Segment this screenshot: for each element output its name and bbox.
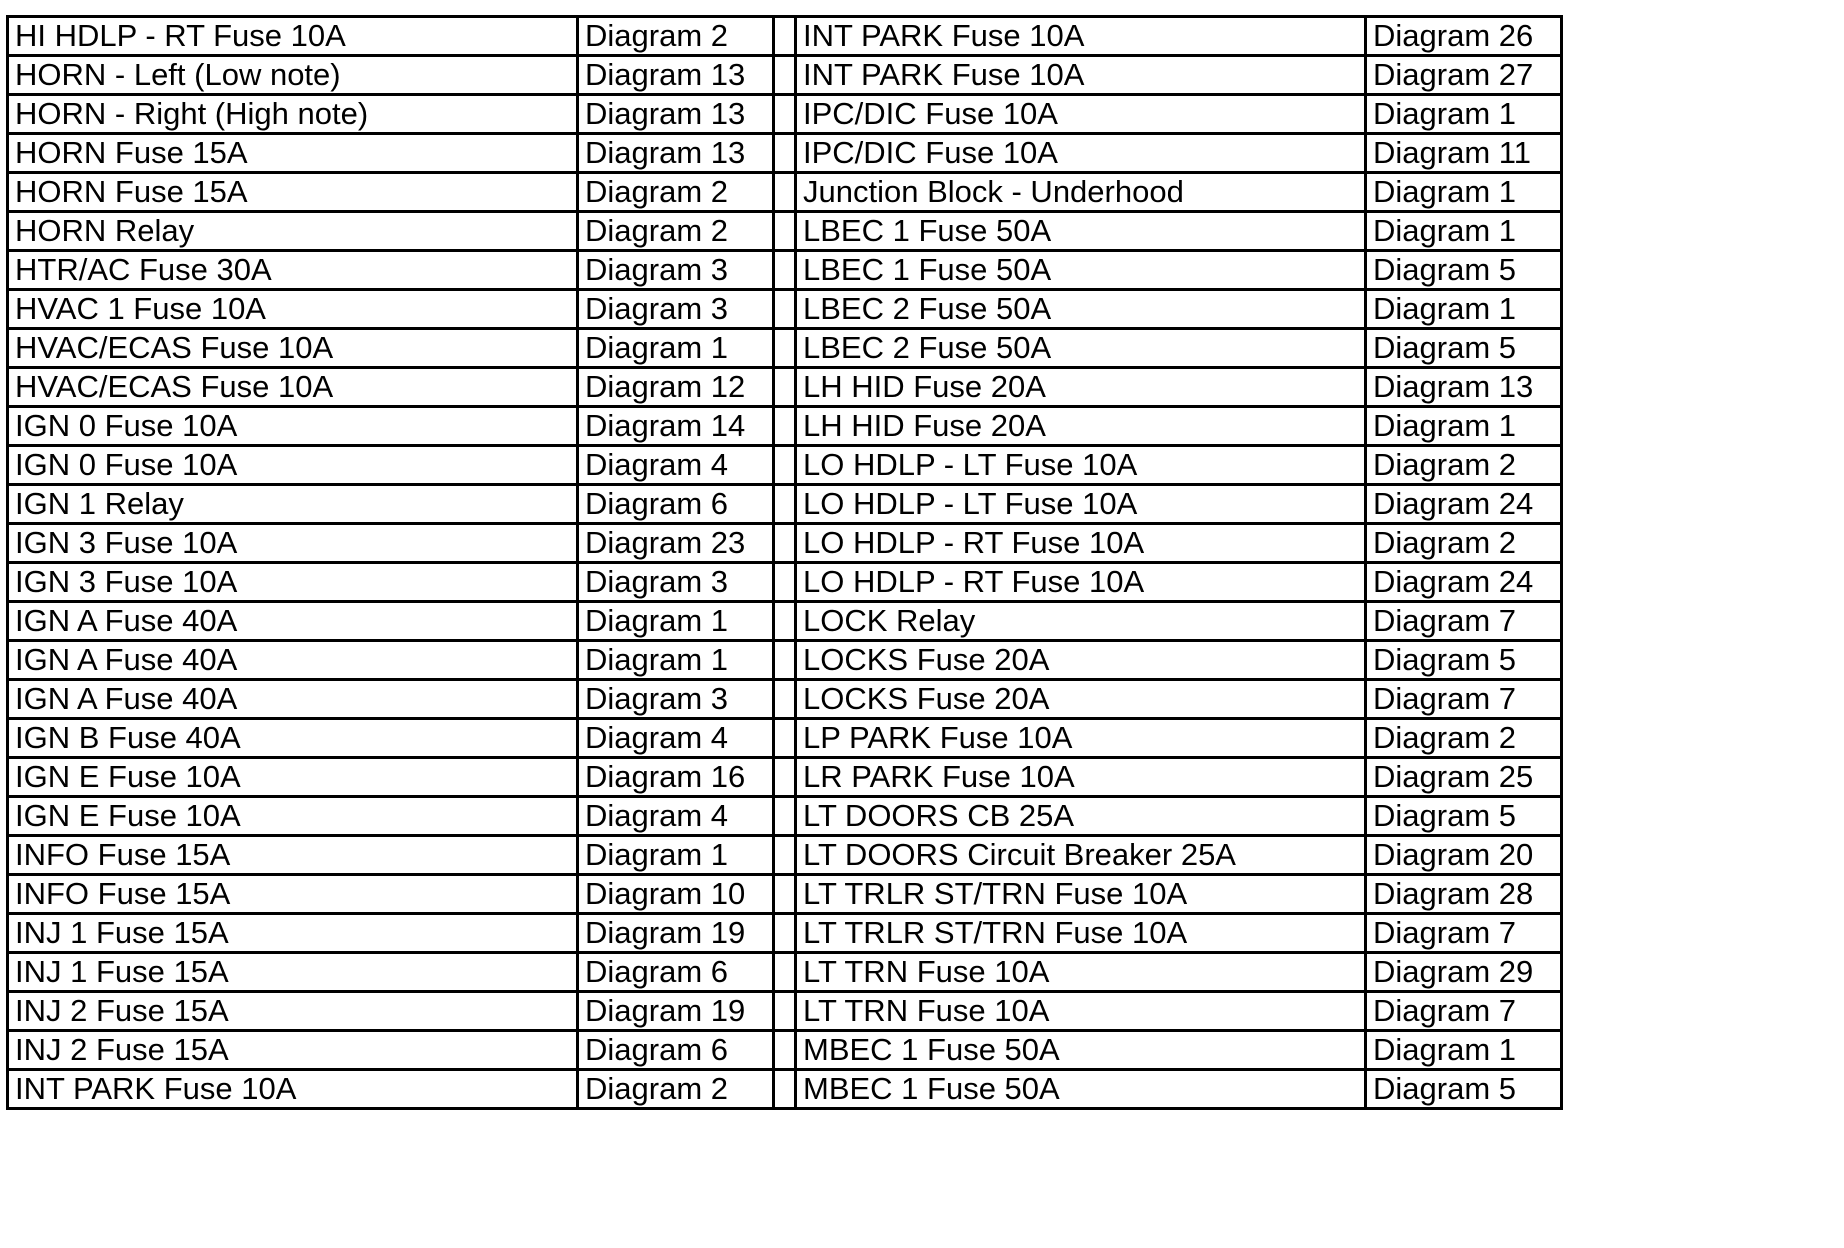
table-row <box>8 836 1562 875</box>
right-diagram-cell: Diagram 1 <box>1366 290 1562 329</box>
table-row <box>8 875 1562 914</box>
right-item-cell: LT TRLR ST/TRN Fuse 10A <box>796 875 1366 914</box>
column-gap <box>774 290 796 329</box>
right-item-cell: LO HDLP - RT Fuse 10A <box>796 524 1366 563</box>
table-row <box>8 173 1562 212</box>
table-row <box>8 56 1562 95</box>
right-item-cell: IPC/DIC Fuse 10A <box>796 95 1366 134</box>
column-gap <box>774 329 796 368</box>
left-diagram-cell: Diagram 3 <box>578 251 774 290</box>
left-item-cell: INJ 1 Fuse 15A <box>8 914 578 953</box>
right-diagram-cell: Diagram 5 <box>1366 329 1562 368</box>
left-item-cell: IGN 1 Relay <box>8 485 578 524</box>
right-diagram-cell: Diagram 24 <box>1366 485 1562 524</box>
left-item-cell: INJ 1 Fuse 15A <box>8 953 578 992</box>
column-gap <box>774 56 796 95</box>
table-row <box>8 368 1562 407</box>
left-item-cell: HORN Fuse 15A <box>8 134 578 173</box>
right-diagram-cell: Diagram 7 <box>1366 914 1562 953</box>
right-item-cell: LBEC 2 Fuse 50A <box>796 290 1366 329</box>
column-gap <box>774 95 796 134</box>
right-diagram-cell: Diagram 1 <box>1366 1031 1562 1070</box>
left-diagram-cell: Diagram 3 <box>578 563 774 602</box>
left-item-cell: IGN A Fuse 40A <box>8 680 578 719</box>
right-item-cell: LOCKS Fuse 20A <box>796 680 1366 719</box>
right-item-cell: LBEC 1 Fuse 50A <box>796 251 1366 290</box>
column-gap <box>774 251 796 290</box>
column-gap <box>774 134 796 173</box>
right-item-cell: INT PARK Fuse 10A <box>796 17 1366 56</box>
right-diagram-cell: Diagram 5 <box>1366 1070 1562 1109</box>
table-row <box>8 641 1562 680</box>
left-item-cell: IGN A Fuse 40A <box>8 641 578 680</box>
right-item-cell: LR PARK Fuse 10A <box>796 758 1366 797</box>
left-diagram-cell: Diagram 2 <box>578 17 774 56</box>
column-gap <box>774 797 796 836</box>
table-row <box>8 485 1562 524</box>
left-diagram-cell: Diagram 6 <box>578 953 774 992</box>
column-gap <box>774 17 796 56</box>
left-diagram-cell: Diagram 23 <box>578 524 774 563</box>
right-diagram-cell: Diagram 5 <box>1366 797 1562 836</box>
table-row <box>8 251 1562 290</box>
left-diagram-cell: Diagram 4 <box>578 446 774 485</box>
left-diagram-cell: Diagram 2 <box>578 173 774 212</box>
left-diagram-cell: Diagram 4 <box>578 797 774 836</box>
column-gap <box>774 836 796 875</box>
right-diagram-cell: Diagram 2 <box>1366 719 1562 758</box>
left-item-cell: IGN 0 Fuse 10A <box>8 446 578 485</box>
table-row <box>8 290 1562 329</box>
left-item-cell: INJ 2 Fuse 15A <box>8 992 578 1031</box>
right-item-cell: LT DOORS Circuit Breaker 25A <box>796 836 1366 875</box>
left-item-cell: IGN B Fuse 40A <box>8 719 578 758</box>
left-item-cell: IGN 0 Fuse 10A <box>8 407 578 446</box>
table-row <box>8 1070 1562 1109</box>
left-diagram-cell: Diagram 1 <box>578 641 774 680</box>
right-item-cell: LT DOORS CB 25A <box>796 797 1366 836</box>
table-row <box>8 329 1562 368</box>
table-row <box>8 563 1562 602</box>
right-diagram-cell: Diagram 7 <box>1366 680 1562 719</box>
column-gap <box>774 407 796 446</box>
index-table-body <box>8 17 1562 1109</box>
right-item-cell: Junction Block - Underhood <box>796 173 1366 212</box>
left-item-cell: INJ 2 Fuse 15A <box>8 1031 578 1070</box>
table-row <box>8 524 1562 563</box>
table-row <box>8 407 1562 446</box>
left-diagram-cell: Diagram 6 <box>578 1031 774 1070</box>
right-item-cell: LBEC 2 Fuse 50A <box>796 329 1366 368</box>
column-gap <box>774 875 796 914</box>
left-item-cell: IGN E Fuse 10A <box>8 758 578 797</box>
left-diagram-cell: Diagram 6 <box>578 485 774 524</box>
table-row <box>8 95 1562 134</box>
column-gap <box>774 173 796 212</box>
table-row <box>8 953 1562 992</box>
left-diagram-cell: Diagram 1 <box>578 602 774 641</box>
right-item-cell: LOCKS Fuse 20A <box>796 641 1366 680</box>
right-item-cell: LH HID Fuse 20A <box>796 407 1366 446</box>
column-gap <box>774 524 796 563</box>
left-diagram-cell: Diagram 12 <box>578 368 774 407</box>
table-row <box>8 212 1562 251</box>
column-gap <box>774 602 796 641</box>
right-item-cell: LO HDLP - LT Fuse 10A <box>796 446 1366 485</box>
column-gap <box>774 1031 796 1070</box>
left-item-cell: HORN - Left (Low note) <box>8 56 578 95</box>
right-diagram-cell: Diagram 26 <box>1366 17 1562 56</box>
right-diagram-cell: Diagram 11 <box>1366 134 1562 173</box>
right-item-cell: LT TRN Fuse 10A <box>796 953 1366 992</box>
column-gap <box>774 758 796 797</box>
table-row <box>8 992 1562 1031</box>
left-diagram-cell: Diagram 4 <box>578 719 774 758</box>
column-gap <box>774 212 796 251</box>
left-item-cell: INFO Fuse 15A <box>8 875 578 914</box>
left-item-cell: HTR/AC Fuse 30A <box>8 251 578 290</box>
left-diagram-cell: Diagram 3 <box>578 290 774 329</box>
right-diagram-cell: Diagram 1 <box>1366 212 1562 251</box>
left-diagram-cell: Diagram 2 <box>578 212 774 251</box>
table-row <box>8 797 1562 836</box>
right-diagram-cell: Diagram 2 <box>1366 524 1562 563</box>
left-diagram-cell: Diagram 1 <box>578 329 774 368</box>
right-diagram-cell: Diagram 5 <box>1366 251 1562 290</box>
fuse-diagram-index-table <box>6 15 1563 1110</box>
column-gap <box>774 641 796 680</box>
right-item-cell: LT TRN Fuse 10A <box>796 992 1366 1031</box>
right-diagram-cell: Diagram 27 <box>1366 56 1562 95</box>
left-item-cell: HORN - Right (High note) <box>8 95 578 134</box>
table-row <box>8 1031 1562 1070</box>
left-item-cell: INFO Fuse 15A <box>8 836 578 875</box>
right-diagram-cell: Diagram 7 <box>1366 992 1562 1031</box>
left-item-cell: IGN A Fuse 40A <box>8 602 578 641</box>
right-item-cell: LO HDLP - LT Fuse 10A <box>796 485 1366 524</box>
left-item-cell: HVAC 1 Fuse 10A <box>8 290 578 329</box>
left-item-cell: HORN Relay <box>8 212 578 251</box>
left-item-cell: HVAC/ECAS Fuse 10A <box>8 368 578 407</box>
right-diagram-cell: Diagram 2 <box>1366 446 1562 485</box>
left-item-cell: IGN 3 Fuse 10A <box>8 563 578 602</box>
left-item-cell: HI HDLP - RT Fuse 10A <box>8 17 578 56</box>
right-item-cell: LOCK Relay <box>796 602 1366 641</box>
left-item-cell: HVAC/ECAS Fuse 10A <box>8 329 578 368</box>
left-item-cell: IGN 3 Fuse 10A <box>8 524 578 563</box>
column-gap <box>774 446 796 485</box>
table-row <box>8 914 1562 953</box>
column-gap <box>774 485 796 524</box>
left-diagram-cell: Diagram 19 <box>578 914 774 953</box>
right-diagram-cell: Diagram 13 <box>1366 368 1562 407</box>
column-gap <box>774 368 796 407</box>
right-diagram-cell: Diagram 29 <box>1366 953 1562 992</box>
right-diagram-cell: Diagram 20 <box>1366 836 1562 875</box>
right-diagram-cell: Diagram 1 <box>1366 173 1562 212</box>
right-item-cell: LT TRLR ST/TRN Fuse 10A <box>796 914 1366 953</box>
right-item-cell: LBEC 1 Fuse 50A <box>796 212 1366 251</box>
right-item-cell: INT PARK Fuse 10A <box>796 56 1366 95</box>
column-gap <box>774 563 796 602</box>
left-item-cell: INT PARK Fuse 10A <box>8 1070 578 1109</box>
right-diagram-cell: Diagram 25 <box>1366 758 1562 797</box>
right-diagram-cell: Diagram 5 <box>1366 641 1562 680</box>
left-diagram-cell: Diagram 10 <box>578 875 774 914</box>
table-row <box>8 680 1562 719</box>
right-item-cell: MBEC 1 Fuse 50A <box>796 1070 1366 1109</box>
left-item-cell: IGN E Fuse 10A <box>8 797 578 836</box>
right-item-cell: LO HDLP - RT Fuse 10A <box>796 563 1366 602</box>
right-diagram-cell: Diagram 7 <box>1366 602 1562 641</box>
column-gap <box>774 1070 796 1109</box>
right-diagram-cell: Diagram 1 <box>1366 95 1562 134</box>
left-diagram-cell: Diagram 2 <box>578 1070 774 1109</box>
right-item-cell: LP PARK Fuse 10A <box>796 719 1366 758</box>
left-item-cell: HORN Fuse 15A <box>8 173 578 212</box>
right-item-cell: IPC/DIC Fuse 10A <box>796 134 1366 173</box>
table-row <box>8 719 1562 758</box>
right-item-cell: LH HID Fuse 20A <box>796 368 1366 407</box>
right-item-cell: MBEC 1 Fuse 50A <box>796 1031 1366 1070</box>
column-gap <box>774 719 796 758</box>
right-diagram-cell: Diagram 28 <box>1366 875 1562 914</box>
column-gap <box>774 953 796 992</box>
right-diagram-cell: Diagram 24 <box>1366 563 1562 602</box>
left-diagram-cell: Diagram 16 <box>578 758 774 797</box>
column-gap <box>774 992 796 1031</box>
column-gap <box>774 914 796 953</box>
left-diagram-cell: Diagram 1 <box>578 836 774 875</box>
left-diagram-cell: Diagram 13 <box>578 56 774 95</box>
column-gap <box>774 680 796 719</box>
right-diagram-cell: Diagram 1 <box>1366 407 1562 446</box>
left-diagram-cell: Diagram 3 <box>578 680 774 719</box>
left-diagram-cell: Diagram 14 <box>578 407 774 446</box>
table-row <box>8 602 1562 641</box>
table-row <box>8 17 1562 56</box>
table-row <box>8 446 1562 485</box>
left-diagram-cell: Diagram 13 <box>578 95 774 134</box>
table-row <box>8 758 1562 797</box>
left-diagram-cell: Diagram 19 <box>578 992 774 1031</box>
table-row <box>8 134 1562 173</box>
left-diagram-cell: Diagram 13 <box>578 134 774 173</box>
